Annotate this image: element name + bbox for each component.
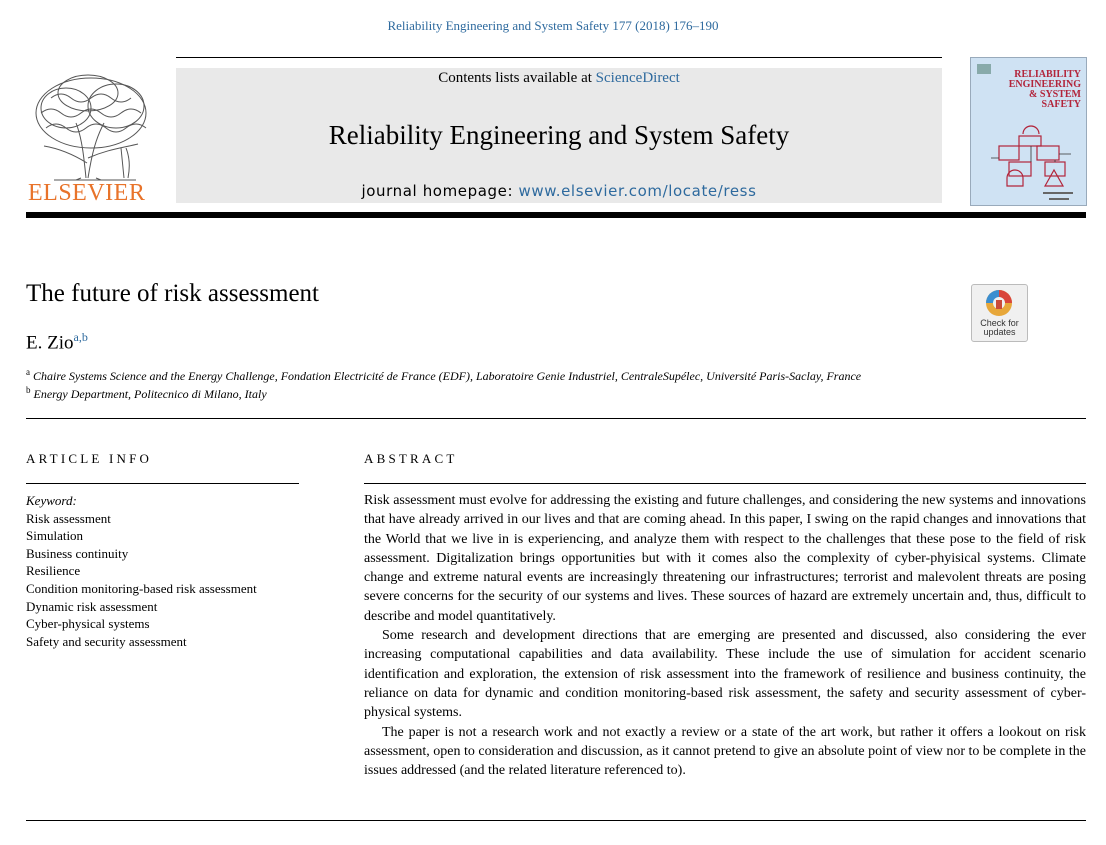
cover-title-line: SAFETY (1041, 99, 1081, 110)
keyword-item: Dynamic risk assessment (26, 598, 158, 614)
homepage-line (176, 182, 942, 200)
homepage-prefix: journal homepage: (361, 182, 519, 200)
check-updates-line: Check for (980, 318, 1019, 328)
header-top-rule (176, 57, 942, 58)
author-text[interactable]: E. Zio (26, 332, 74, 354)
affiliation-b (26, 385, 267, 402)
header-thick-rule (26, 212, 1086, 218)
paper-title: The future of risk assessment (26, 280, 319, 307)
abstract-rule (364, 483, 1086, 484)
affiliation-text: Energy Department, Politecnico di Milano, Italy (33, 387, 267, 401)
abstract-paragraph: The paper is not a research work and not exactly a review or a state of the art work, but rather it offers a lookout on risk assessment, open to consideration and discussion, as it cannot pretend to give an absolute point of view nor to be complete in the issues addressed (and the related literature referenced to). (364, 724, 1086, 779)
sciencedirect-link[interactable]: ScienceDirect (595, 70, 680, 86)
keyword-item: Cyber-physical systems (26, 616, 150, 632)
check-updates-line: updates (983, 327, 1016, 337)
contents-prefix: Contents lists available at (438, 70, 596, 86)
keyword-item: Resilience (26, 563, 81, 579)
keyword-item: Safety and security assessment (26, 633, 187, 649)
article-info-rule (26, 483, 299, 484)
keyword-item: Risk assessment (26, 510, 111, 526)
keyword-item: Condition monitoring-based risk assessment (26, 580, 257, 596)
affiliation-divider (26, 418, 1086, 419)
keyword-item: Simulation (26, 528, 84, 544)
check-updates-label (972, 319, 1027, 337)
cover-title-line: ENGINEERING (1008, 79, 1081, 90)
cover-illustration (971, 58, 1084, 203)
journal-title: Reliability Engineering and System Safety (328, 120, 790, 150)
keyword-item: Business continuity (26, 545, 129, 561)
cover-title-line: RELIABILITY (1014, 69, 1081, 80)
check-updates-icon (984, 288, 1014, 318)
contents-line (176, 70, 942, 87)
keyword-list (26, 492, 257, 650)
abstract-body (364, 491, 1086, 780)
homepage-link[interactable]: www.elsevier.com/locate/ress (518, 182, 757, 200)
elsevier-wordmark: ELSEVIER (28, 180, 146, 206)
affiliation-mark: b (26, 385, 31, 395)
abstract-paragraph: Some research and development directions that are emerging are presented and discussed, also considering the ever increasing computational capabilities and data availability. These include the use of simulation for accident scenario identification and exploration, the extension of risk assessment into the framework of resilience and business continuity, the reliance on data for dynamic and condition monitoring-based risk assessment, the safety and security assessment of cyber-physical systems. (364, 628, 1086, 721)
abstract-heading: ABSTRACT (364, 451, 458, 466)
article-info-heading: ARTICLE INFO (26, 451, 153, 466)
affiliation-a (26, 367, 861, 384)
journal-masthead (176, 68, 942, 203)
keyword-label: Keyword: (26, 493, 77, 508)
abstract-bottom-rule (26, 820, 1086, 821)
journal-cover[interactable] (970, 57, 1087, 206)
author-affiliation-marks[interactable]: a,b (73, 330, 88, 344)
abstract-paragraph: Risk assessment must evolve for addressing the existing and future challenges, and considering the new systems and innovations that have already arrived in our lives and that are coming ahead. In this paper, I swing on the rapid changes and innovations that the World that we live in is experiencing, and analyze them with respect to the challenges that these pose to the field of risk assessment. Digitalization brings opportunities but with it comes also the complexity of cyber-phyisical systems. Climate change and extreme natural events are increasingly threatening our infrastructures; terrorist and malevolent threats are posing severe concerns for the security of our systems and lives. These sources of hazard are extremely uncertain and, thus, difficult to describe and model quantitatively. (364, 493, 1086, 624)
journal-citation[interactable]: Reliability Engineering and System Safety 177 (2018) 176–190 (387, 18, 719, 33)
affiliation-mark: a (26, 367, 30, 377)
cover-title-line: & SYSTEM (1029, 89, 1081, 100)
author-name (26, 330, 88, 354)
affiliation-text: Chaire Systems Science and the Energy Challenge, Fondation Electricité de France (EDF), Laboratoire Genie Industriel, CentraleSupélec, Université Paris-Saclay, France (33, 369, 862, 383)
check-for-updates-button[interactable] (971, 284, 1028, 342)
